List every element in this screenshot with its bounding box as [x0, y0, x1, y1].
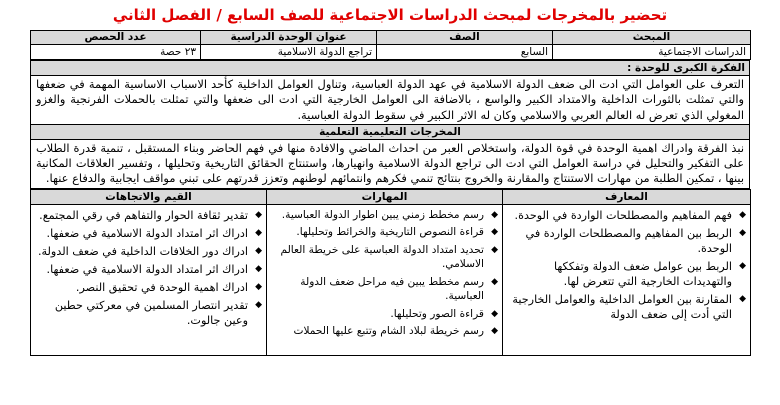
- knowledge-item: ◆ فهم المفاهيم والمصطلحات الواردة في الوحدة.: [507, 208, 732, 223]
- value-subject: الدراسات الاجتماعية: [553, 45, 751, 60]
- unit-info-table: [30, 30, 751, 60]
- big-idea-text: التعرف على العوامل التي ادت الى ضعف الدولة الاسلامية في عهد الدولة العباسية، وتناول العوامل الداخلية كأحد الاسباب الاساسية المهمة في ضعفها والتي تمثلت بالثورات الداخلية والامتداد الكبير والواسع ، بالاضافة الى العوامل الخارجية التي ادت الى ضعفها والتي تمثلت بالحملات الفرنجية والغزو المغولي الذي تعرض له العالم العربي والاسلامي وكان له الاثر الكبير في سقوط الدولة العباسية.: [31, 76, 750, 125]
- header-subject: المبحث: [553, 31, 751, 45]
- skills-item: ◆ قراءة النصوص التاريخية والخرائط وتحليلها.: [271, 225, 484, 240]
- knowledge-item: ◆ المقارنة بين العوامل الداخلية والعوامل الخارجية التي أدت إلى ضعف الدولة: [507, 292, 732, 322]
- knowledge-heading: المعارف: [503, 189, 751, 204]
- skills-list: [267, 205, 502, 339]
- big-idea-heading: الفكرة الكبرى للوحدة :: [31, 61, 750, 76]
- outcomes-heading: المخرجات التعليمية التعلمية: [31, 124, 750, 139]
- big-idea-section: [30, 60, 750, 189]
- skills-item: ◆ رسم مخطط يبين فيه مراحل ضعف الدولة العباسية.: [271, 275, 484, 304]
- values-item: ◆ ادراك دور الخلافات الداخلية في ضعف الدولة.: [35, 244, 248, 259]
- skills-heading: المهارات: [267, 189, 503, 204]
- unit-info-value-row: [31, 45, 751, 60]
- value-unit-title: تراجع الدولة الاسلامية: [201, 45, 377, 60]
- values-item: ◆ ادراك اثر امتداد الدولة الاسلامية في ضعفها.: [35, 262, 248, 277]
- values-item: ◆ ادراك اهمية الوحدة في تحقيق النصر.: [35, 280, 248, 295]
- skills-column: [267, 204, 503, 355]
- outcomes-text: نبذ الفرقة وادراك اهمية الوحدة في قوة الدولة، واستخلاص العبر من احداث الماضي والافادة منها في فهم الحاضر وبناء المستقبل ، تنمية قدرة الطلاب على التفكير والتحليل في دراسة العوامل التي ادت الى تراجع الدولة الاسلامية وانهيارها، واستنتاج الحقائق التاريخية وتحليلها ، وتفسير العلاقات المكانية بينها ، تمكين الطلبة من مهارات الاستنتاج والمقارنة والخروج بنتائج تنمي فكرهم وانتمائهم لوطنهم وتعزز قدرتهم على تبني مواقف ايجابية والدفاع عنها.: [31, 139, 750, 188]
- values-item: ◆ ادراك اثر امتداد الدولة الاسلامية في ضعفها.: [35, 226, 248, 241]
- values-heading: القيم والاتجاهات: [31, 189, 267, 204]
- skills-item: ◆ رسم مخطط زمني يبين اطوار الدولة العباسية.: [271, 208, 484, 223]
- value-grade: السابع: [377, 45, 553, 60]
- page-title: تحضير بالمخرجات لمبحث الدراسات الاجتماعية للصف السابع / الفصل الثاني: [112, 6, 668, 24]
- header-unit-title: عنوان الوحدة الدراسية: [201, 31, 377, 45]
- knowledge-column: [503, 204, 751, 355]
- values-item: ◆ تقدير ثقافة الحوار والتفاهم في رقي المجتمع.: [35, 208, 248, 223]
- knowledge-item: ◆ الربط بين المفاهيم والمصطلحات الواردة في الوحدة.: [507, 226, 732, 256]
- skills-item: ◆ رسم خريطة لبلاد الشام وتتبع عليها الحملات: [271, 324, 484, 339]
- values-list: [31, 205, 266, 328]
- knowledge-list: [503, 205, 750, 322]
- skills-item: ◆ تحديد امتداد الدولة العباسية على خريطة العالم الاسلامي.: [271, 243, 484, 272]
- skills-item: ◆ قراءة الصور وتحليلها.: [271, 307, 484, 322]
- value-sessions: ٢٣ حصة: [31, 45, 201, 60]
- knowledge-item: ◆ الربط بين عوامل ضعف الدولة وتفككها والتهديدات الخارجية التي تتعرض لها.: [507, 259, 732, 289]
- values-item: ◆ تقدير انتصار المسلمين في معركتي حطين وعين جالوت.: [35, 298, 248, 328]
- header-sessions: عدد الحصص: [31, 31, 201, 45]
- values-column: [31, 204, 267, 355]
- header-grade: الصف: [377, 31, 553, 45]
- outcomes-columns-table: [30, 189, 751, 356]
- unit-info-header-row: [31, 31, 751, 45]
